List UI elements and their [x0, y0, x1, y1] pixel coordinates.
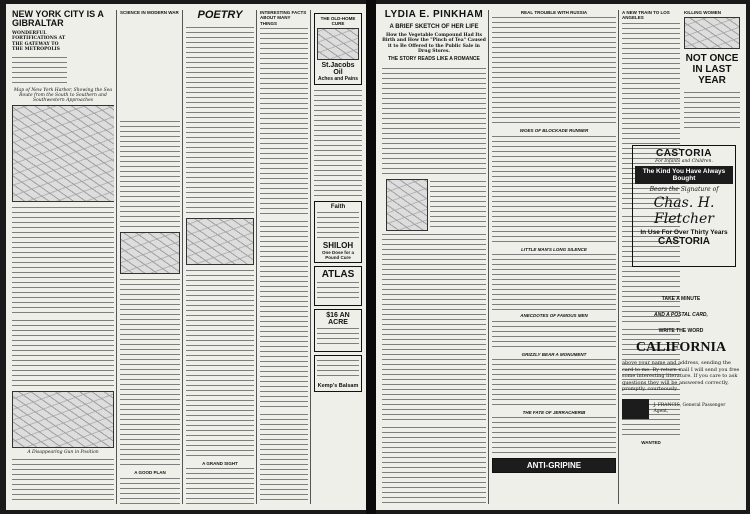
left-col-2 [120, 10, 180, 504]
california-ad: TAKE A MINUTE AND A POSTAL CARD, WRITE THE WORD CALIFORNIA above your name and address, sending the card to me. By return mail I will send you free some interesting literature. If you care to ask questions they will be answered correctly, promptly, courteously. J. FRANCIS, General Passenger Agent, [622, 296, 740, 419]
atlas-ad: ATLAS [314, 266, 362, 306]
pinkham-deck: How the Vegetable Compound Had Its Birth and How the "Pinch of Tea" Caused it to Be Offered to the Public Sale in Drug Stores. [382, 32, 486, 55]
science-war-head: SCIENCE IN MODERN WAR [120, 10, 179, 15]
not-once-ad: NOT ONCE IN LAST YEAR [685, 53, 739, 87]
right-col-2 [492, 10, 616, 504]
gun-caption: A Disappearing Gun in Position [27, 449, 99, 455]
jerracherib-head: THE FATE OF JERRACHERIB [522, 410, 586, 416]
california-word: CALIFORNIA [635, 340, 727, 355]
wanted-head: WANTED [641, 439, 661, 445]
signature-graphic: Chas. H. Fletcher [653, 195, 715, 228]
silence-head: LITTLE MAN'S LONG SILENCE [521, 246, 587, 252]
grand-sight-head: A GRAND SIGHT [202, 460, 238, 466]
kemps-balsam-ad: Kemp's Balsam [314, 355, 362, 392]
right-page [376, 4, 746, 510]
antigripine-ad: ANTI-GRIPINE [492, 458, 616, 473]
page-gutter [366, 0, 376, 514]
pinkham-subhead: A BRIEF SKETCH OF HER LIFE [389, 23, 479, 30]
grizzly-head: GRIZZLY BEAR A MONUMENT [521, 351, 587, 357]
disappearing-gun-image [12, 391, 114, 448]
st-jacobs-ad: THE OLD-HOME CURE St.Jacobs Oil Aches and Pains [314, 13, 362, 85]
harbor-map-image [12, 105, 114, 202]
main-headline: NEW YORK CITY IS A GIBRALTAR [12, 10, 104, 29]
left-col-ads [314, 10, 362, 504]
trench-diagram-image [120, 232, 180, 274]
pinkham-deck2: THE STORY READS LIKE A ROMANCE [388, 56, 480, 63]
railway-logo [622, 399, 649, 419]
poetry-title: POETRY [197, 10, 243, 21]
left-col-4 [260, 10, 308, 504]
deck: WONDERFUL FORTIFICATIONS AT THE GATEWAY TO THE METROPOLIS [12, 30, 66, 53]
pinkham-portrait [386, 179, 428, 231]
los-angeles-head: A NEW TRAIN TO LOS ANGELES [622, 10, 670, 21]
right-col-1 [382, 10, 486, 504]
castoria-ad: CASTORIA For Infants and Children. The Kind You Have Always Bought Bears the Signature of Chas. H. Fletcher In Use For Over Thirty Years CASTORIA [632, 145, 736, 267]
russia-head: REAL TROUBLE WITH RUSSIA [520, 10, 588, 15]
left-page [6, 4, 366, 510]
pinkham-headline: LYDIA E. PINKHAM [384, 10, 484, 20]
shiloh-ad: Faith SHILOH One Dose for a Pound Cure [314, 201, 362, 263]
good-plan-head: A GOOD PLAN [134, 470, 166, 476]
left-col-3 [186, 10, 254, 504]
acre-ad: $16 AN ACRE [314, 309, 362, 352]
left-col-1 [12, 10, 114, 504]
killing-women-head: KILLING WOMEN [684, 10, 721, 15]
woman-illustration [684, 17, 740, 49]
blockade-head: WOES OF BLOCKADE RUNNER [519, 128, 589, 134]
anecdotes-head: ANECDOTES OF FAMOUS MEN [520, 313, 588, 319]
facts-head: INTERESTING FACTS ABOUT MANY THINGS [260, 10, 307, 26]
map-caption: Map of New York Harbor, Showing the Sea Route from the South to Southern and Southwestern Approaches [13, 87, 113, 103]
goose-image [186, 218, 254, 265]
